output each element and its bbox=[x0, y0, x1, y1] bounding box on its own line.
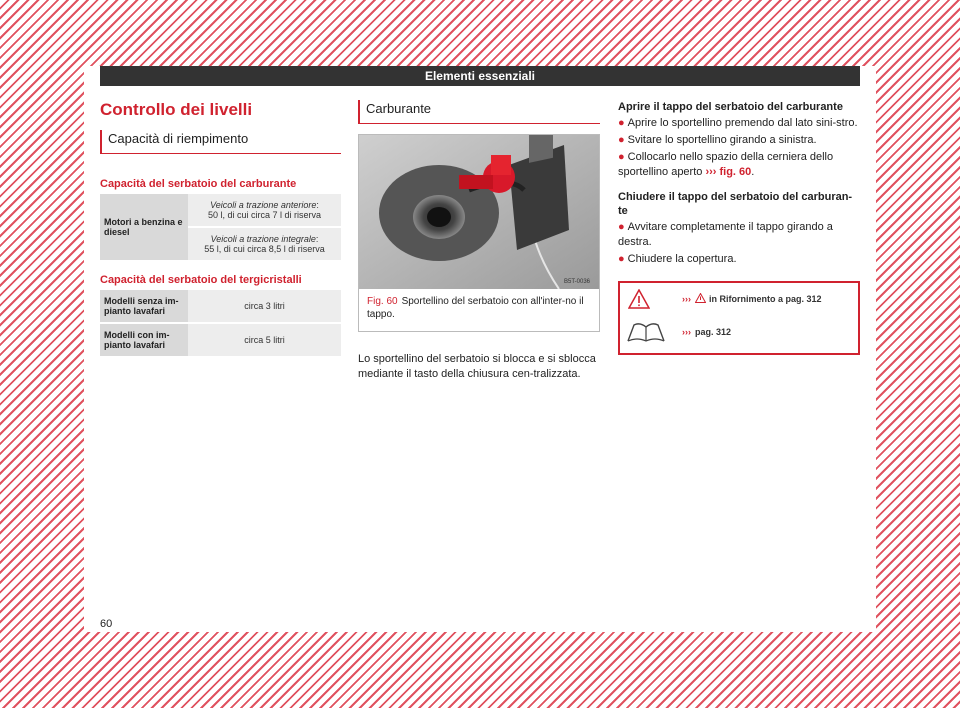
all-wheel-drive-value: Veicoli a trazione integrale: 55 l, di cui circa 8,5 l di riserva bbox=[188, 227, 341, 261]
washer-row-label: Modelli con im-pianto lavafari bbox=[100, 323, 188, 357]
header-bar: Elementi essenziali bbox=[100, 66, 860, 86]
table-row bbox=[100, 290, 341, 323]
section-title: Capacità di riempimento bbox=[100, 130, 341, 154]
list-item: ● Aprire lo sportellino premendo dal lato sini-stro. bbox=[618, 117, 858, 129]
open-cap-heading: Aprire il tappo del serbatoio del carburante bbox=[618, 101, 843, 113]
list-item: ● Chiudere la copertura. bbox=[618, 253, 737, 265]
main-title: Controllo dei livelli bbox=[100, 100, 253, 119]
washer-tank-title: Capacità del serbatoio del tergicristalli bbox=[100, 274, 302, 286]
column-right bbox=[618, 100, 860, 355]
fuel-section-title: Carburante bbox=[358, 100, 600, 124]
figure-60 bbox=[358, 134, 600, 332]
engine-label: Motori a benzina e diesel bbox=[100, 194, 188, 261]
table-row bbox=[100, 323, 341, 357]
fig-60-link[interactable]: ››› fig. 60 bbox=[705, 166, 752, 178]
front-drive-value: Veicoli a trazione anteriore: 50 l, di cui circa 7 l di riserva bbox=[188, 194, 341, 227]
washer-capacity-table bbox=[100, 290, 341, 358]
warning-icon bbox=[695, 293, 706, 303]
caption-text: Sportellino del serbatoio con all'inter-no il tappo. bbox=[367, 296, 584, 320]
fuel-tank-title: Capacità del serbatoio del carburante bbox=[100, 178, 297, 190]
warning-reference[interactable]: ››› in Rifornimento a pag. 312 bbox=[682, 294, 822, 304]
page-number: 60 bbox=[100, 618, 113, 630]
fuel-capacity-table bbox=[100, 194, 341, 262]
column-middle bbox=[358, 100, 600, 382]
list-item: ● Svitare lo sportellino girando a sinistra. bbox=[618, 134, 817, 146]
washer-row-label: Modelli senza im-pianto lavafari bbox=[100, 290, 188, 323]
fuel-door-photo bbox=[359, 135, 599, 289]
column-left bbox=[100, 100, 341, 358]
figure-caption bbox=[359, 289, 599, 331]
reference-box bbox=[618, 281, 860, 355]
photo-code: B5T-0036 bbox=[564, 279, 591, 285]
caption-fig-label: Fig. 60 bbox=[367, 296, 398, 307]
washer-row-value: circa 5 litri bbox=[188, 323, 341, 357]
book-icon bbox=[626, 321, 666, 343]
book-reference[interactable]: ››› pag. 312 bbox=[682, 327, 732, 337]
body-paragraph: Lo sportellino del serbatoio si blocca e si sblocca mediante il tasto della chiusura cen-tralizzata. bbox=[358, 353, 596, 380]
table-row bbox=[100, 194, 341, 227]
close-cap-heading: Chiudere il tappo del serbatoio del carburan-te bbox=[618, 191, 853, 217]
list-item: ● Avvitare completamente il tappo girando a destra. bbox=[618, 221, 833, 248]
warning-icon bbox=[628, 289, 650, 309]
list-item: ● Collocarlo nello spazio della cerniera dello sportellino aperto ››› fig. 60. bbox=[618, 151, 834, 178]
washer-row-value: circa 3 litri bbox=[188, 290, 341, 323]
